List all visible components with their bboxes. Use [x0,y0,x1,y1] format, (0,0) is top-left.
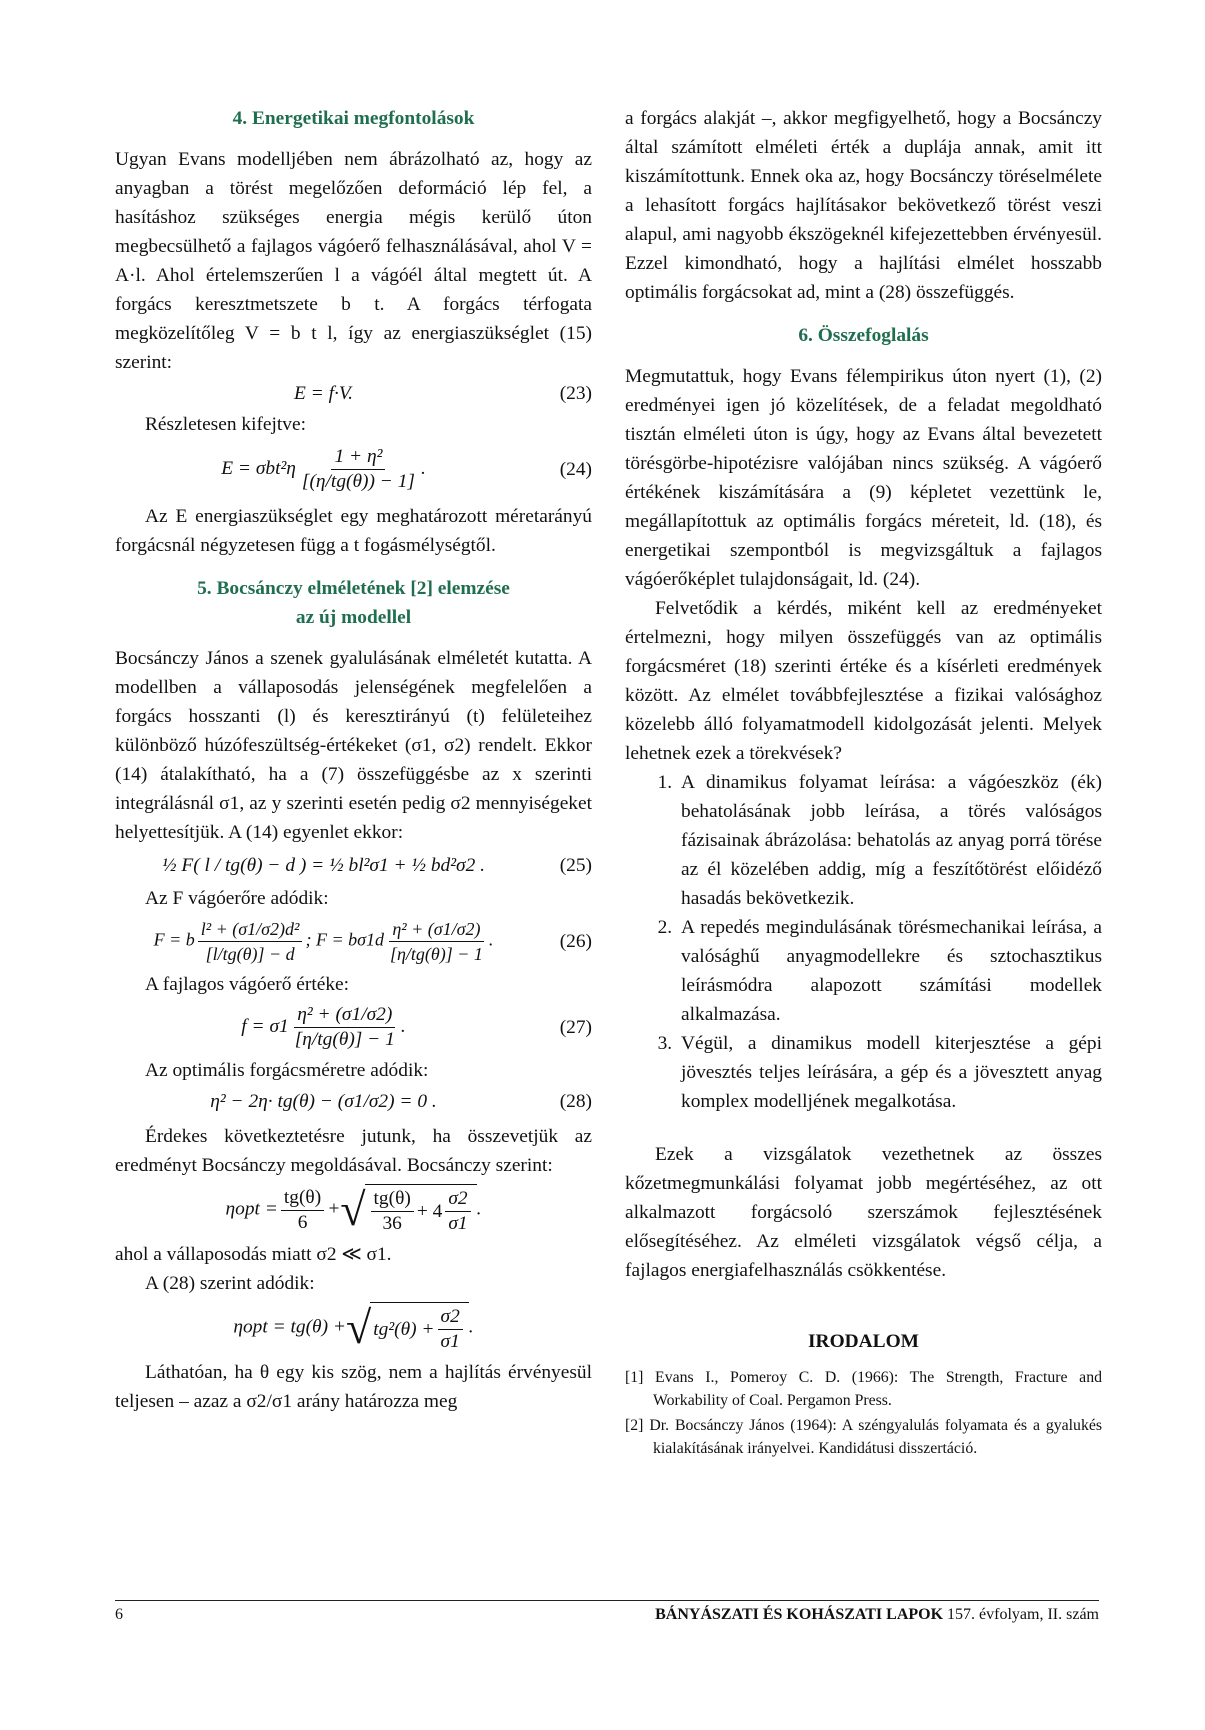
continuation-paragraph: a forgács alakját –, akkor megfigyelhető, hogy a Bocsánczy által számított elméleti érték a duplája annak, amit itt kiszámítottunk. Ennek oka az, hogy Bocsánczy töréselmélete a lehasított forgács hajlításakor bekövetkező törést veszi alapul, ami nagyobb ékszögeknél kifejezettebben érvényesül. Ezzel kimondható, hogy a hajlítási elmélet hosszabb optimális forgácsokat ad, mint a (28) összefüggés. [625,108,1102,303]
section-6-paragraph-2: Felvetődik a kérdés, miként kell az eredményeket értelmezni, hogy milyen összefüggés van az optimális forgácsméret (18) szerinti értéke és a kísérleti eredmények között. Az elmélet továbbfejlesztése a fizikai valósághoz közelebb álló folyamatmodell kidolgozását jelenti. Melyek lehetnek ezek a törekvések? [625,598,1102,764]
equation-24-denominator: [(η/tg(θ)) − 1] [301,471,415,492]
left-column [115,104,592,1416]
equation-27-prefix: f = σ1 [241,1015,289,1037]
equation-bocsanczy-root: √ $\frac{tg(\theta)}{36}$ + 4 $\frac{\sigma 2}{\sigma 1}$ [340,1184,476,1236]
equation-bocsanczy-fraction-3-numerator: σ2 [445,1187,470,1212]
section-5-paragraph-3: A fajlagos vágóerő értéke: [145,974,350,995]
journal-name: BÁNYÁSZATI ÉS KOHÁSZATI LAPOK [655,1606,944,1623]
equation-bocsanczy-fraction-2-denominator: 36 [382,1213,402,1234]
equation-26: F = b $\frac{\text{l² + (σ1/σ2)d²}}{[l/tg(\theta)] - d}$ ; F = bσ1d $\frac{\text{η² + (σ1/σ2)}}{[\eta/tg(\theta)] - 1}$ . (26) [153,919,592,964]
section-5-paragraph-4: Az optimális forgácsméretre adódik: [145,1060,429,1081]
list-item: 2. A repedés megindulásának törésmechanikai leírása, a valósághű anyagmodellekre és sztochasztikus leírásmódra alapozott számítási modellek alkalmazása. [677,913,1102,1029]
equation-26-a-denominator: [l/tg(θ)] − d [205,944,295,964]
equation-24-fraction [299,445,418,494]
equation-25 [115,851,592,880]
equation-bocsanczy-prefix: ηopt = [225,1198,278,1220]
equation-from-28-denominator: σ1 [440,1331,460,1352]
equation-26-number: (26) [559,931,592,952]
section-6-paragraph-3: Ezek a vizsgálatok vezethetnek az összes kőzetmegmunkálási folyamat jobb megértéséhez, az ott alkalmazott forgácsoló szerszámok fejlesztésének elősegítéséhez. Az elméleti vizsgálatok végső célja, a fajlagos energiafelhasználás csökkentése. [625,1144,1102,1281]
equation-27-fraction [292,1003,398,1052]
equation-28 [115,1087,592,1116]
section-5-paragraph-2: Az F vágóerőre adódik: [145,888,329,909]
future-work-list [625,768,1102,1116]
equation-bocsanczy-fraction-1-denominator: 6 [297,1211,308,1233]
section-5-paragraph-6: ahol a vállaposodás miatt σ2 ≪ σ1. [115,1244,392,1265]
equation-28-body: η² − 2η· tg(θ) − (σ1/σ2) = 0 . [210,1091,437,1112]
equation-26-a-prefix: F = b [153,929,195,950]
section-5-paragraph-1: Bocsánczy János a szenek gyalulásának elméletét kutatta. A modellben a vállaposodás jelenségének megfelelően a forgács hosszanti (l) és keresztirányú (t) felületeihez különböző húzófeszültség-értékeket (σ1, σ2) rendelt. Ekkor (14) átalakítható, ha a (7) összefüggésbe az x szerinti integrálásnál σ1, az y szerinti esetén pedig σ2 mennyiségeket helyettesítjük. A (14) egyenlet ekkor: [115,648,592,843]
section-4-paragraph-3: Az E energiaszükséglet egy meghatározott méretarányú forgácsnál négyzetesen függ a t fogásmélységtől. [115,506,592,556]
equation-bocsanczy-fraction-3-denominator: σ1 [448,1213,468,1234]
equation-from-28-prefix: ηopt = tg(θ) + [233,1316,346,1338]
equation-bocsanczy-fraction-2-numerator: tg(θ) [371,1187,414,1212]
equation-bocsanczy-fraction-1 [281,1186,324,1235]
section-5-title-line-2: az új modellel [295,607,412,628]
equation-bocsanczy: ηopt = $\frac{tg(\theta)}{6}$ + √ $\frac{tg(\theta)}{36}$ + 4 $\frac{\sigma 2}{\sigma 1}$ . [225,1184,482,1235]
equation-28-number: (28) [559,1091,592,1112]
section-6-paragraph-1: Megmutattuk, hogy Evans félempirikus úton nyert (1), (2) eredményei igen jó közelítések, de a feladat megoldható tisztán elméleti úton is úgy, hogy az Evans által bevezetett törésgörbe-hipotézisre valójában nincs szükség. A vágóerő értékének kiszámítására a (9) képletet vezettünk le, megállapítottuk az optimális forgács méreteit, ld. (18), és energetikai szempontból is megvizsgáltuk a fajlagos vágóerőképlet tulajdonságait, ld. (24). [625,366,1102,590]
equation-23-number: (23) [559,383,592,404]
equation-bocsanczy-fraction-1-numerator: tg(θ) [281,1186,324,1211]
section-5-title-line-1: 5. Bocsánczy elméletének [2] elemzése [197,578,510,599]
equation-26-b-numerator: η² + (σ1/σ2) [389,917,483,942]
equation-26-b-fraction [387,917,486,966]
equation-24-number: (24) [559,459,592,480]
equation-24-numerator: 1 + η² [331,445,385,470]
equation-from-28-fraction [438,1305,463,1354]
equation-24-lhs: E = σbt²η [221,457,296,479]
equation-from-28-inner: tg²(θ) + [373,1319,435,1340]
references-title: IRODALOM [808,1331,919,1352]
reference-item: [1] Evans I., Pomeroy C. D. (1966): The Strength, Fracture and Workability of Coal. Pergamon Press. [625,1369,1102,1409]
equation-27-number: (27) [559,1017,592,1038]
equation-26-a-numerator: l² + (σ1/σ2)d² [198,917,303,942]
section-5-paragraph-8: Láthatóan, ha θ egy kis szög, nem a hajlítás érvényesül teljesen – azaz a σ2/σ1 arány határozza meg [115,1362,592,1412]
equation-bocsanczy-fraction-2 [371,1187,414,1236]
equation-27-numerator: η² + (σ1/σ2) [294,1003,395,1028]
journal-footer [655,1606,1099,1624]
right-column [625,104,1102,1462]
equation-bocsanczy-plus-four: + 4 [416,1201,443,1222]
footer-divider [115,1600,1099,1601]
equation-27-denominator: [η/tg(θ)] − 1 [294,1029,395,1050]
equation-from-28-numerator: σ2 [438,1305,463,1330]
equation-bocsanczy-fraction-3 [445,1187,470,1236]
section-6-title: 6. Összefoglalás [798,325,929,346]
equation-26-a-fraction [198,917,303,966]
section-4-paragraph-1: Ugyan Evans modelljében nem ábrázolható az, hogy az anyagban a törést megelőzően deformáció lép fel, a hasításhoz szükséges energia mégis kerülő úton megbecsülhető a fajlagos vágóerő felhasználásával, ahol V = A·l. Ahol értelemszerűen l a vágóél által megtett út. A forgács keresztmetszete b t. A forgács térfogata megközelítőleg V = b t l, így az energiaszükséglet (15) szerint: [115,149,592,373]
equation-24: E = σbt²η $\frac{\text{1 + η²}}{[(\eta/tg(\theta)) - 1]}$ . (24) [221,446,592,492]
equation-23 [115,379,592,408]
equation-27: f = σ1 $\frac{\text{η² + (σ1/σ2)}}{[\eta/tg(\theta)] - 1}$ . (27) [241,1004,592,1050]
list-item: 3. Végül, a dinamikus modell kiterjesztése a gépi jövesztés teljes leírására, a gép és a jövesztett anyag komplex modelljének megalkotása. [677,1029,1102,1116]
page-number: 6 [115,1606,123,1623]
list-item: 1. A dinamikus folyamat leírása: a vágóeszköz (ék) behatolásának jobb leírása, a törés valóságos fázisainak ábrázolása: behatolás az anyag porrá törése az él közelében addig, míg a feszítőtörést előidéző hasadás bekövetkezik. [677,768,1102,913]
section-4-paragraph-2: Részletesen kifejtve: [145,414,306,435]
reference-item: [2] Dr. Bocsánczy János (1964): A széngyalulás folyamata és a gyalukés kialakításának irányelvei. Kandidátusi disszertáció. [625,1417,1102,1457]
equation-from-28-root: √ tg²(θ) + $\frac{\sigma 2}{\sigma 1}$ [346,1302,469,1354]
equation-25-body: ½ F( l / tg(θ) − d ) = ½ bl²σ1 + ½ bd²σ2 . [162,855,485,876]
equation-23-body: E = f·V. [293,383,354,404]
section-5-title [115,574,592,632]
equation-25-number: (25) [559,855,592,876]
equation-26-b-prefix: ; F = bσ1d [305,929,384,950]
equation-from-28: ηopt = tg(θ) + √ tg²(θ) + $\frac{\sigma 2}{\sigma 1}$ . [233,1302,474,1353]
section-5-paragraph-5: Érdekes következtetésre jutunk, ha összevetjük az eredményt Bocsánczy megoldásával. Bocsánczy szerint: [115,1126,592,1176]
section-4-title: 4. Energetikai megfontolások [232,108,475,129]
section-5-paragraph-7: A (28) szerint adódik: [145,1273,315,1294]
equation-26-b-denominator: [η/tg(θ)] − 1 [389,944,483,964]
journal-issue: 157. évfolyam, II. szám [943,1606,1099,1623]
